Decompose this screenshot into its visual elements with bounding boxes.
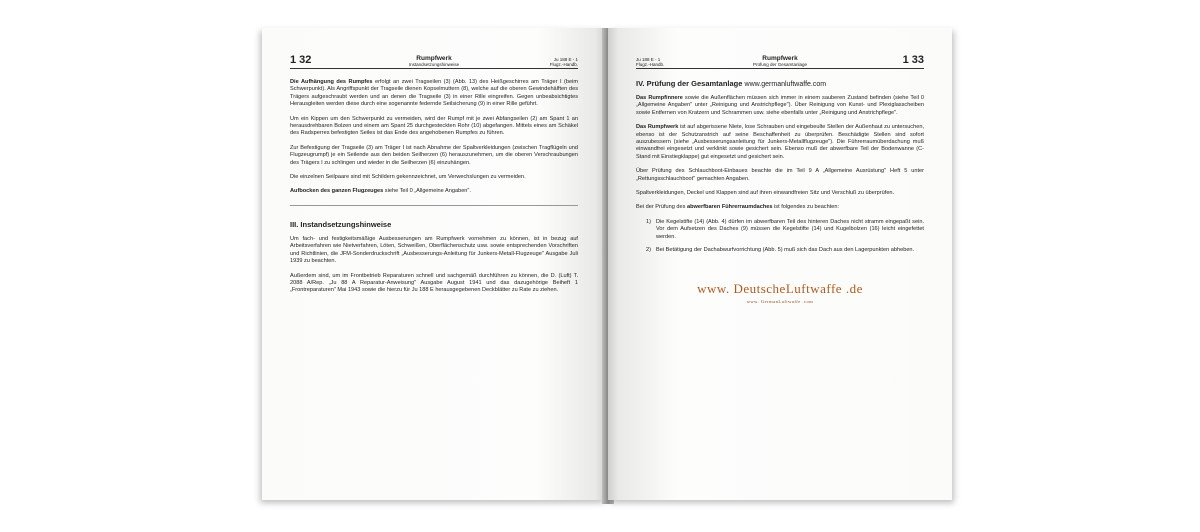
divider: [290, 205, 578, 206]
section-title: III. Instandsetzungshinweise: [290, 219, 392, 229]
header-title: Rumpfwerk: [762, 55, 798, 62]
paragraph: Die einzelnen Seilpaare sind mit Schildern gekennzeichnet, um Verwechslungen zu vermeiden.: [290, 174, 526, 181]
page-number: 1 32: [290, 54, 312, 66]
header-model: Ju 188 E - 1: [636, 57, 661, 62]
header-model: Ju 188 E - 1: [553, 57, 578, 62]
paragraph: Um ein Kippen um den Schwerpunkt zu vermeiden, wird der Rumpf mit je zwei Abfangseilen (2) am Spant 1 an herausdrehbaren Bolzen und einem am Spant 25 durchgesteckten Rohr (10) abgefangen. Mittels eines am Schäkel des Radsperres befestigten Seiles ist das Ende des angehobenen Rumpfes zu führen.: [290, 115, 578, 137]
left-page-header: [290, 48, 578, 69]
header-manual: Flugz.-Handb.: [549, 62, 578, 67]
paragraph: Das Rumpfwerk ist auf abgerissene Niete, lose Schrauben und eingebeulte Stellen der Außenhaut zu untersuchen, ebenso ist der Schutzanstrich auf seine Beschaffenheit zu überprüfen. Beschädigte Stellen sind sofort auszubessern (siehe „Ausbesserungsanleitung für Junkers-Metallflugzeuge"). Die Führerraumüberdachung muß einwandfrei eingesetzt und verklinkt sowie gesichert sein. Ebenso muß der abwerfbare Teil der Bodenwanne (C-Stand mit Einstiegklappe) gut eingesetzt und gesichert sein.: [636, 124, 924, 160]
paragraph: Zur Befestigung der Tragseile (3) am Träger I ist nach Abnahme der Spaltverkleidungen (zwischen Tragflügeln und Flugzeugrumpf) je ein Seilende aus den beiden Seilherzen (6) herauszunehmen, um die oberen Verschraubungen des Trägers I zu schlingen und wieder in die Seilherzen (6) einzuhängen.: [290, 144, 578, 166]
watermark-logo: [636, 281, 924, 304]
header-manual: Flugz.-Handb.: [636, 62, 665, 67]
paragraph: Aufbocken des ganzen Flugzeuges siehe Teil 0 „Allgemeine Angaben".: [290, 188, 471, 195]
open-book: [262, 28, 952, 506]
paragraph: Außerdem sind, um im Frontbetrieb Reparaturen schnell und sachgemäß durchführen zu können, die D. (Luft) T. 2088 A/Rep. „Ju 88 A Reparatur-Anweisung" Ausgabe August 1941 und das dazugehörige Beiheft 1 „Frontreparaturen" Mai 1943 sowie die hierzu für Ju 188 E herausgegebenen Deckblätter zu Rate zu ziehen.: [290, 272, 578, 294]
right-page-header: [636, 48, 924, 69]
logo-main: www. DeutscheLuftwaffe .de: [697, 280, 863, 296]
header-title: Rumpfwerk: [416, 55, 452, 62]
header-subtitle: Instandsetzungshinweise: [408, 62, 460, 67]
paragraph: Bei der Prüfung des abwerfbaren Führerraumdaches ist folgendes zu beachten:: [636, 204, 840, 211]
paragraph: Um fach- und festigkeitsmäßige Ausbesserungen am Rumpfwerk vornehmen zu können, ist in bezug auf Arbeitsverfahren wie Nietverfahren, Löten, Schweißen, Oberflächenschutz usw. sowie entsprechenden Vorschriften und Richtlinien, die JFM-Sonderdruckschrift „Ausbesserungs-Anleitung für Junkers-Metall-Flugzeuge" Ausgabe Juli 1939 zu beachten.: [290, 235, 578, 265]
paragraph: Spaltverkleidungen, Deckel und Klappen sind auf ihren einwandfreien Sitz und Verschluß zu überprüfen.: [636, 190, 895, 197]
section-url: www.germanluftwaffe.com: [744, 81, 827, 88]
list-item: 1) Die Kegelstifte (14) (Abb. 4) dürfen im abwerfbaren Teil des hinteren Daches nicht stramm eingepaßt sein. Vor dem Aufsetzen des Daches (9) müssen die Kegelstifte (14) und Kugelbolzen (16) leicht eingefettet werden.: [646, 218, 924, 240]
paragraph: Das Rumpfinnere sowie die Außenflächen müssen sich immer in einem sauberen Zustand befinden (siehe Teil 0 „Allgemeine Angaben" unter „Reinigung und Anstrichpflege"). Über Reinigung von Kunst- und Plexiglasscheiben sowie Entfernen von Kratzern und Schrammen usw. siehe ebenfalls unter „Reinigung und Anstrichpflege".: [636, 95, 925, 116]
paragraph: Über Prüfung des Schlauchboot-Einbaues beachte die im Teil 9 A „Allgemeine Ausrüstung" Heft 5 unter „Rettungsschlauchboot" gemachten Angaben.: [636, 168, 924, 182]
page-number: 1 33: [902, 54, 924, 66]
left-page: [262, 28, 606, 500]
logo-sub: www. GermanLuftwaffe .com: [746, 298, 814, 304]
check-list: [636, 219, 924, 255]
paragraph: Die Aufhängung des Rumpfes erfolgt an zwei Tragseilen (3) (Abb. 13) des Heißgeschirres am Träger I (beim Schwerpunkt). Als Angriffspunkt der Tragseile dienen Kopselmuttern (8), welche auf die oberen Gewindehälften des Trägers aufgeschraubt werden und an denen die Tragseile (3) in einer Rille eingreifen. Gegen unbeabsichtigtes Herausgleiten werden diese durch eine sogenannte federnde Seilsicherung (9) in einer Rille geführt.: [290, 79, 578, 108]
list-item: 2) Bei Betätigung der Dachabwurfvorrichtung (Abb. 5) muß sich das Dach aus den Lagerpunkten abheben.: [646, 247, 915, 254]
right-page: [608, 28, 952, 500]
section-title: IV. Prüfung der Gesamtanlage www.germanluftwaffe.com: [636, 79, 827, 88]
header-subtitle: Prüfung der Gesamtanlage: [752, 62, 808, 67]
